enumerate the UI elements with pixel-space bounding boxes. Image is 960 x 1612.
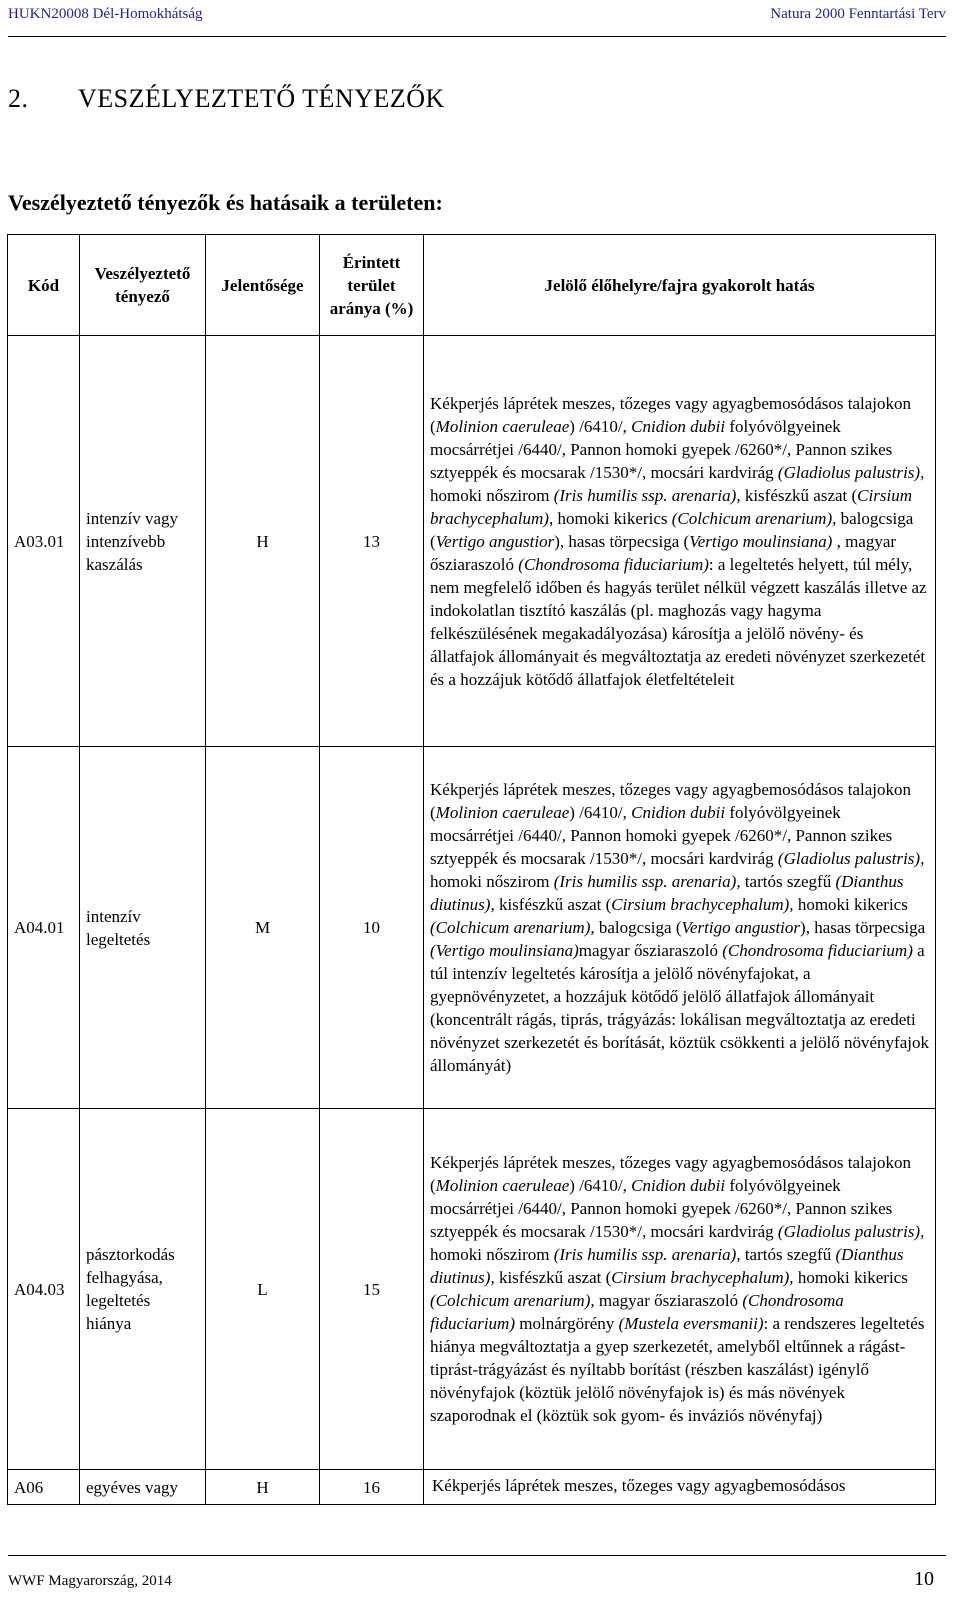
- species-name: (Chondrosoma fiduciarium): [430, 1291, 844, 1333]
- effect-text: tartós szegfű: [740, 1245, 836, 1264]
- species-name: (Mustela eversmanii): [618, 1314, 764, 1333]
- table-row: [8, 1109, 936, 1470]
- species-name: Cnidion dubii: [631, 803, 726, 822]
- species-name: (Gladiolus palustris),: [777, 849, 925, 868]
- footer-rule: [8, 1555, 946, 1556]
- species-name: (Vertigo moulinsiana): [430, 941, 579, 960]
- species-name: Cirsium brachycephalum),: [611, 1268, 794, 1287]
- effect-text: homoki kikerics: [793, 895, 908, 914]
- cell-effect: [424, 1470, 936, 1505]
- table-header-row: [8, 235, 936, 336]
- effect-text: homoki nőszirom: [430, 872, 554, 891]
- effect-text: : a rendszeres legeltetés hiánya megváltoztatja a gyep szerkezetét, amelyből eltűnnek a rágást-tiprást-trágyázást és nyíltabb borítást (részben kaszálást) igénylő növényfajok (köztük jelölő növényfajok is) és más növények szaporodnak el (köztük sok gyom- és inváziós növényfaj): [430, 1314, 925, 1425]
- header-rule: [8, 36, 946, 37]
- effect-text: Kékperjés láprétek meszes, tőzeges vagy agyagbemosódásos: [432, 1476, 846, 1495]
- running-header-right: Natura 2000 Fenntartási Terv: [770, 6, 946, 22]
- header-code: Kód: [8, 235, 80, 336]
- species-name: Cirsium brachycephalum),: [430, 485, 912, 528]
- effect-text: : a legeltetés helyett, túl mély, nem megfelelő időben és hagyás terület nélkül végzett kaszálás illetve az indokolatlan tisztító kaszálás (pl. maghozás vagy hagyma felkészülésének megakadályozása) károsítja a jelölő növény- és állatfajok állományait és megváltoztatja az eredeti növényzet szerkezetét és a hozzájuk kötődő állatfajok életfeltételeit: [430, 554, 927, 689]
- effect-text: folyóvölgyeinek mocsárrétjei /6440/, Pannon homoki gyepek /6260*/, Pannon szikes sztyeppék és mocsarak /1530*/, mocsári kardvirág: [430, 1176, 893, 1241]
- header-effect: Jelölő élőhelyre/fajra gyakorolt hatás: [424, 235, 936, 336]
- cell-factor: egyéves vagy: [80, 1470, 206, 1505]
- table-row: [8, 747, 936, 1109]
- species-name: Vertigo angustior: [435, 531, 555, 551]
- effect-text: ) /6410/,: [569, 1176, 632, 1195]
- effect-text: homoki nőszirom: [430, 485, 554, 505]
- effect-text: homoki kikerics: [793, 1268, 908, 1287]
- cell-code: A06: [8, 1470, 80, 1505]
- effect-text: ), hasas törpecsiga: [800, 918, 926, 937]
- species-name: Vertigo angustior: [681, 918, 801, 937]
- cell-area: 10: [320, 747, 424, 1109]
- cell-area: 16: [320, 1470, 424, 1505]
- effect-text: molnárgörény: [515, 1314, 619, 1333]
- section-title: [8, 84, 445, 114]
- effect-text: tartós szegfű: [740, 872, 836, 891]
- cell-importance: H: [206, 1470, 320, 1505]
- effect-text: balogcsiga (: [594, 918, 682, 937]
- effect-text: Kékperjés láprétek meszes, tőzeges vagy agyagbemosódásos talajokon (: [430, 393, 912, 436]
- header-importance: Jelentősége: [206, 235, 320, 336]
- species-name: Cnidion dubii: [631, 416, 726, 436]
- species-name: Molinion caeruleae: [435, 416, 570, 436]
- effect-text: kisfészkű aszat (: [740, 485, 858, 505]
- species-name: Vertigo moulinsiana): [689, 531, 833, 551]
- species-name: (Gladiolus palustris),: [777, 462, 925, 482]
- cell-effect: [424, 747, 936, 1109]
- cell-code: A03.01: [8, 336, 80, 747]
- page-number: 10: [914, 1568, 934, 1590]
- threats-table: [7, 234, 936, 1505]
- effect-text: magyar ősziaraszoló: [578, 941, 723, 960]
- effect-text: Kékperjés láprétek meszes, tőzeges vagy agyagbemosódásos talajokon (: [430, 780, 912, 822]
- effect-text: Kékperjés láprétek meszes, tőzeges vagy agyagbemosódásos talajokon (: [430, 1153, 912, 1195]
- species-name: (Dianthus diutinus),: [430, 872, 904, 914]
- cell-importance: M: [206, 747, 320, 1109]
- effect-text: homoki kikerics: [553, 508, 672, 528]
- cell-code: A04.01: [8, 747, 80, 1109]
- cell-importance: H: [206, 336, 320, 747]
- species-name: (Colchicum arenarium),: [671, 508, 837, 528]
- effect-text: folyóvölgyeinek mocsárrétjei /6440/, Pannon homoki gyepek /6260*/, Pannon szikes sztyeppék és mocsarak /1530*/, mocsári kardvirág: [430, 416, 893, 482]
- header-factor: Veszélyeztető tényező: [80, 235, 206, 336]
- effect-text: balogcsiga (: [430, 508, 914, 551]
- section-number: 2.: [8, 84, 29, 113]
- effect-text: a túl intenzív legeltetés károsítja a jelölő növényfajokat, a gyepnövényzetet, a hozzájuk kötődő jelölő állatfajok állományait (koncentrált rágás, tiprás, trágyázás: lokálisan megváltoztatja az eredeti növényzet szerkezetét és borítását, köztük csökkenti a jelölő növényfajok állományát): [430, 941, 929, 1075]
- species-name: (Colchicum arenarium),: [430, 918, 595, 937]
- effect-text: ), hasas törpecsiga (: [554, 531, 690, 551]
- effect-text: ) /6410/,: [569, 416, 632, 436]
- cell-factor: pásztorkodás felhagyása, legeltetés hiánya: [80, 1109, 206, 1470]
- effect-text: , magyar ősziaraszoló: [430, 531, 897, 574]
- species-name: Cirsium brachycephalum),: [611, 895, 794, 914]
- cell-effect: [424, 336, 936, 747]
- species-name: (Iris humilis ssp. arenaria),: [553, 1245, 741, 1264]
- effect-text: magyar ősziaraszoló: [594, 1291, 743, 1310]
- section-heading: VESZÉLYEZTETŐ TÉNYEZŐK: [78, 84, 445, 113]
- table-subtitle: Veszélyeztető tényezők és hatásaik a területen:: [8, 190, 443, 215]
- cell-area: 15: [320, 1109, 424, 1470]
- species-name: Molinion caeruleae: [435, 803, 570, 822]
- effect-text: folyóvölgyeinek mocsárrétjei /6440/, Pannon homoki gyepek /6260*/, Pannon szikes sztyeppék és mocsarak /1530*/, mocsári kardvirág: [430, 803, 893, 868]
- effect-text: ) /6410/,: [569, 803, 632, 822]
- species-name: (Chondrosoma fiduciarium): [722, 941, 913, 960]
- species-name: Molinion caeruleae: [435, 1176, 570, 1195]
- cell-factor: intenzív vagy intenzívebb kaszálás: [80, 336, 206, 747]
- header-area: Érintett terület aránya (%): [320, 235, 424, 336]
- cell-factor: intenzív legeltetés: [80, 747, 206, 1109]
- effect-text: homoki nőszirom: [430, 1245, 554, 1264]
- running-header-left: HUKN20008 Dél-Homokhátság: [8, 6, 203, 22]
- species-name: (Colchicum arenarium),: [430, 1291, 595, 1310]
- species-name: (Iris humilis ssp. arenaria),: [553, 872, 741, 891]
- cell-importance: L: [206, 1109, 320, 1470]
- table-row: [8, 336, 936, 747]
- species-name: Cnidion dubii: [631, 1176, 726, 1195]
- species-name: (Gladiolus palustris),: [777, 1222, 925, 1241]
- table-row: [8, 1470, 936, 1505]
- cell-effect: [424, 1109, 936, 1470]
- species-name: (Dianthus diutinus),: [430, 1245, 904, 1287]
- cell-area: 13: [320, 336, 424, 747]
- effect-text: kisfészkű aszat (: [494, 895, 612, 914]
- cell-code: A04.03: [8, 1109, 80, 1470]
- effect-text: kisfészkű aszat (: [494, 1268, 612, 1287]
- species-name: (Chondrosoma fiduciarium): [518, 554, 709, 574]
- species-name: (Iris humilis ssp. arenaria),: [553, 485, 741, 505]
- footer-publisher: WWF Magyarország, 2014: [8, 1573, 172, 1589]
